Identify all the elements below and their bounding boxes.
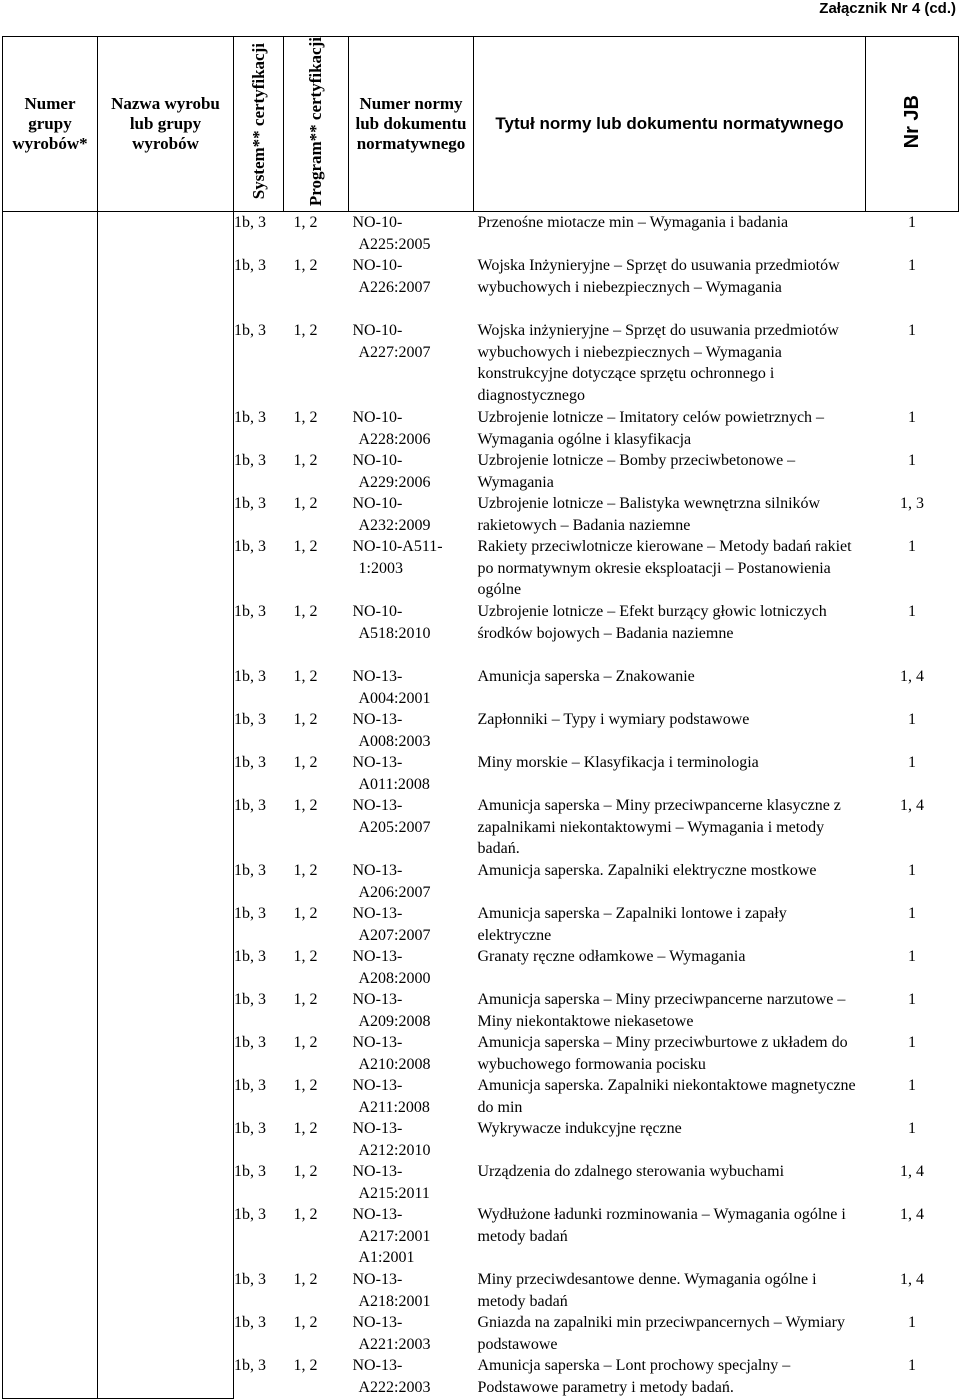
system-cell: 1b, 3: [234, 603, 266, 621]
nr-jb-cell: [866, 666, 959, 709]
nr-jb-value: 1, 4: [900, 797, 924, 815]
norm-number-line1: NO-13-: [352, 1357, 403, 1375]
norm-number-line2: 1:2003: [358, 559, 403, 577]
norm-number-line2: A226:2007: [358, 278, 431, 296]
norm-number-line2: A225:2005: [358, 235, 431, 253]
nr-jb-value: 1: [908, 409, 916, 427]
nr-jb-value: 1: [908, 603, 916, 621]
program-cell: 1, 2: [293, 1357, 318, 1375]
nr-jb-cell: [866, 493, 959, 536]
nr-jb-cell: [866, 450, 959, 493]
system-cell: 1b, 3: [234, 754, 266, 772]
system-cell: 1b, 3: [234, 711, 266, 729]
norm-number-line1: NO-13-: [352, 1120, 403, 1138]
norm-number-line2: A205:2007: [358, 818, 431, 836]
norm-title-cell: Uzbrojenie lotnicze – Efekt burzący głowic lotniczych środków bojowych – Badania naziemne: [477, 603, 827, 642]
norm-number-cell: [349, 1118, 474, 1161]
norm-number-line1: NO-13-: [352, 754, 403, 772]
norm-number-line2: A229:2006: [358, 473, 431, 491]
nr-jb-cell: [866, 407, 959, 450]
program-cell: 1, 2: [293, 538, 318, 556]
nr-jb-cell: [866, 601, 959, 666]
norm-number-line2: A222:2003: [358, 1378, 431, 1396]
norm-title-cell: Uzbrojenie lotnicze – Imitatory celów powietrznych – Wymagania ogólne i klasyfikacja: [477, 409, 825, 448]
system-cell: 1b, 3: [234, 495, 266, 513]
header-system: System** certyfikacji: [234, 37, 284, 212]
group-number-cell: [3, 212, 98, 1399]
nr-jb-value: 1: [908, 948, 916, 966]
norm-number-line2: A209:2008: [358, 1012, 431, 1030]
norm-title-cell: Wykrywacze indukcyjne ręczne: [477, 1120, 682, 1138]
nr-jb-cell: [866, 255, 959, 320]
norm-number-cell: [349, 212, 474, 256]
program-cell: 1, 2: [293, 495, 318, 513]
system-cell: 1b, 3: [234, 538, 266, 556]
program-cell: 1, 2: [293, 257, 318, 275]
nr-jb-value: 1: [908, 1077, 916, 1095]
nr-jb-value: 1: [908, 214, 916, 232]
norm-number-cell: [349, 989, 474, 1032]
norm-number-line1: NO-13-: [352, 1206, 403, 1224]
norm-number-line1: NO-10-: [352, 495, 403, 513]
header-nr-jb: Nr JB: [866, 37, 959, 212]
norm-number-line1: NO-13-: [352, 862, 403, 880]
nr-jb-value: 1: [908, 991, 916, 1009]
norm-title-cell: Wojska inżynieryjne – Sprzęt do usuwania przedmiotów wybuchowych i niebezpiecznych – Wymagania konstrukcyjne dotyczące sprzętu ochronnego i diagnostycznego: [477, 322, 839, 404]
program-cell: 1, 2: [293, 711, 318, 729]
norm-number-line2: A011:2008: [358, 775, 430, 793]
program-cell: 1, 2: [293, 1034, 318, 1052]
norm-title-cell: Miny morskie – Klasyfikacja i terminologia: [477, 754, 759, 772]
program-cell: 1, 2: [293, 1163, 318, 1181]
program-cell: 1, 2: [293, 603, 318, 621]
system-cell: 1b, 3: [234, 1077, 266, 1095]
norm-title-cell: Urządzenia do zdalnego sterowania wybuchami: [477, 1163, 785, 1181]
norm-number-line1: NO-10-: [352, 603, 403, 621]
norm-number-line2: A008:2003: [358, 732, 431, 750]
norm-number-cell: [349, 255, 474, 320]
nr-jb-value: 1: [908, 1357, 916, 1375]
norm-title-cell: Miny przeciwdesantowe denne. Wymagania ogólne i metody badań: [477, 1271, 817, 1310]
norm-title-cell: Amunicja saperska – Lont prochowy specjalny – Podstawowe parametry i metody badań.: [477, 1357, 791, 1396]
norm-number-line2: A218:2001: [358, 1292, 431, 1310]
norm-number-cell: [349, 493, 474, 536]
program-cell: 1, 2: [293, 1271, 318, 1289]
norm-number-cell: [349, 536, 474, 601]
table-body: [3, 212, 959, 1399]
annex-label: Załącznik Nr 4 (cd.): [819, 0, 956, 17]
norm-title-cell: Rakiety przeciwlotnicze kierowane – Metody badań rakiet po normatywnym okresie eksploatacji – Postanowienia ogólne: [477, 538, 852, 599]
norm-title-cell: Amunicja saperska – Miny przeciwpancerne klasyczne z zapalnikami niekontaktowymi – Wymagania i metody badań.: [477, 797, 841, 858]
nr-jb-value: 1, 4: [900, 1206, 924, 1224]
nr-jb-value: 1, 4: [900, 668, 924, 686]
nr-jb-value: 1, 4: [900, 1163, 924, 1181]
nr-jb-value: 1: [908, 1314, 916, 1332]
program-cell: 1, 2: [293, 754, 318, 772]
system-cell: 1b, 3: [234, 1357, 266, 1375]
nr-jb-cell: [866, 320, 959, 407]
system-cell: 1b, 3: [234, 1163, 266, 1181]
system-cell: 1b, 3: [234, 1034, 266, 1052]
norm-number-line1: NO-13-: [352, 668, 403, 686]
system-cell: 1b, 3: [234, 214, 266, 232]
norm-number-cell: [349, 1161, 474, 1204]
norm-title-cell: Uzbrojenie lotnicze – Balistyka wewnętrzna silników rakietowych – Badania naziemne: [477, 495, 821, 534]
norm-number-line1: NO-13-: [352, 797, 403, 815]
norm-number-cell: [349, 903, 474, 946]
header-group-number: Numer grupy wyrobów*: [3, 37, 98, 212]
nr-jb-cell: [866, 1161, 959, 1204]
nr-jb-value: 1: [908, 754, 916, 772]
program-cell: 1, 2: [293, 409, 318, 427]
program-cell: 1, 2: [293, 322, 318, 340]
norm-number-line2: A227:2007: [358, 343, 431, 361]
nr-jb-cell: [866, 212, 959, 256]
norm-number-cell: [349, 1312, 474, 1355]
norm-number-cell: [349, 709, 474, 752]
header-product-name: Nazwa wyrobu lub grupy wyrobów: [98, 37, 234, 212]
norm-number-line2: A206:2007: [358, 883, 431, 901]
system-cell: 1b, 3: [234, 1120, 266, 1138]
nr-jb-value: 1: [908, 1120, 916, 1138]
norm-number-cell: [349, 1032, 474, 1075]
system-cell: 1b, 3: [234, 322, 266, 340]
program-cell: 1, 2: [293, 862, 318, 880]
header-title: Tytuł normy lub dokumentu normatywnego: [474, 37, 866, 212]
nr-jb-cell: [866, 1269, 959, 1312]
norm-number-line2: A518:2010: [358, 624, 431, 642]
norm-title-cell: Przenośne miotacze min – Wymagania i badania: [477, 214, 789, 232]
norm-title-cell: Amunicja saperska – Miny przeciwpancerne narzutowe – Miny niekontaktowe niekasetowe: [477, 991, 846, 1030]
system-cell: 1b, 3: [234, 409, 266, 427]
nr-jb-value: 1: [908, 711, 916, 729]
norm-title-cell: Amunicja saperska – Zapalniki lontowe i zapały elektryczne: [477, 905, 787, 944]
norm-number-line2: A232:2009: [358, 516, 431, 534]
norm-number-line1: NO-10-: [352, 452, 403, 470]
norm-number-line2: A210:2008: [358, 1055, 431, 1073]
nr-jb-value: 1: [908, 1034, 916, 1052]
nr-jb-cell: [866, 536, 959, 601]
nr-jb-cell: [866, 1355, 959, 1398]
system-cell: 1b, 3: [234, 862, 266, 880]
norm-number-cell: [349, 666, 474, 709]
norm-number-line2: A228:2006: [358, 430, 431, 448]
norm-number-cell: [349, 1204, 474, 1269]
program-cell: 1, 2: [293, 948, 318, 966]
program-cell: 1, 2: [293, 905, 318, 923]
system-cell: 1b, 3: [234, 1206, 266, 1224]
norm-number-line1: NO-13-: [352, 711, 403, 729]
norm-number-line1: NO-10-A511-: [352, 538, 443, 556]
system-cell: 1b, 3: [234, 905, 266, 923]
norm-number-line1: NO-10-: [352, 322, 403, 340]
nr-jb-cell: [866, 752, 959, 795]
header-program: Program** certyfikacji: [284, 37, 349, 212]
norm-number-line1: NO-13-: [352, 1271, 403, 1289]
system-cell: 1b, 3: [234, 452, 266, 470]
norm-number-line1: NO-13-: [352, 948, 403, 966]
system-cell: 1b, 3: [234, 668, 266, 686]
system-cell: 1b, 3: [234, 1314, 266, 1332]
nr-jb-cell: [866, 903, 959, 946]
norm-number-line2: A211:2008: [358, 1098, 430, 1116]
norm-number-cell: [349, 860, 474, 903]
norm-title-cell: Amunicja saperska – Miny przeciwburtowe z układem do wybuchowego formowania pocisku: [477, 1034, 848, 1073]
program-cell: 1, 2: [293, 1314, 318, 1332]
norm-number-line1: NO-13-: [352, 1314, 403, 1332]
norm-number-cell: [349, 752, 474, 795]
nr-jb-value: 1: [908, 257, 916, 275]
norm-number-cell: [349, 601, 474, 666]
norm-number-cell: [349, 946, 474, 989]
nr-jb-value: 1, 4: [900, 1271, 924, 1289]
norm-title-cell: Uzbrojenie lotnicze – Bomby przeciwbetonowe – Wymagania: [477, 452, 796, 491]
system-cell: 1b, 3: [234, 948, 266, 966]
norm-number-line1: NO-13-: [352, 991, 403, 1009]
nr-jb-cell: [866, 946, 959, 989]
nr-jb-cell: [866, 989, 959, 1032]
nr-jb-cell: [866, 1032, 959, 1075]
nr-jb-value: 1: [908, 862, 916, 880]
program-cell: 1, 2: [293, 452, 318, 470]
nr-jb-cell: [866, 1075, 959, 1118]
norm-number-cell: [349, 450, 474, 493]
product-name-cell: [98, 212, 234, 1399]
norm-number-cell: [349, 795, 474, 860]
program-cell: 1, 2: [293, 1120, 318, 1138]
norm-number-line2: A215:2011: [358, 1184, 430, 1202]
nr-jb-cell: [866, 795, 959, 860]
norm-title-cell: Gniazda na zapalniki min przeciwpancernych – Wymiary podstawowe: [477, 1314, 845, 1353]
norm-title-cell: Amunicja saperska. Zapalniki niekontaktowe magnetyczne do min: [477, 1077, 856, 1116]
norm-number-line2: A207:2007: [358, 926, 431, 944]
norm-number-cell: [349, 1075, 474, 1118]
norm-title-cell: Zapłonniki – Typy i wymiary podstawowe: [477, 711, 750, 729]
nr-jb-cell: [866, 1118, 959, 1161]
system-cell: 1b, 3: [234, 257, 266, 275]
norm-number-line2: A217:2001 A1:2001: [358, 1227, 431, 1267]
nr-jb-cell: [866, 1312, 959, 1355]
norm-number-line1: NO-13-: [352, 1163, 403, 1181]
norm-number-line1: NO-13-: [352, 1034, 403, 1052]
norm-title-cell: Granaty ręczne odłamkowe – Wymagania: [477, 948, 746, 966]
norm-number-cell: [349, 320, 474, 407]
system-cell: 1b, 3: [234, 1271, 266, 1289]
norm-number-cell: [349, 1269, 474, 1312]
norm-number-cell: [349, 407, 474, 450]
table-header-row: [3, 37, 959, 212]
program-cell: 1, 2: [293, 797, 318, 815]
norm-number-cell: [349, 1355, 474, 1398]
norm-title-cell: Wojska Inżynieryjne – Sprzęt do usuwania przedmiotów wybuchowych i niebezpiecznych – Wymagania: [477, 257, 840, 296]
norm-number-line2: A004:2001: [358, 689, 431, 707]
norm-number-line1: NO-10-: [352, 214, 403, 232]
nr-jb-value: 1, 3: [900, 495, 924, 513]
standards-table: [2, 36, 959, 1399]
norm-title-cell: Amunicja saperska – Znakowanie: [477, 668, 695, 686]
nr-jb-value: 1: [908, 905, 916, 923]
table-row: [3, 212, 959, 256]
header-norm-number: Numer normy lub dokumentu normatywnego: [349, 37, 474, 212]
norm-title-cell: Amunicja saperska. Zapalniki elektryczne mostkowe: [477, 862, 817, 880]
nr-jb-cell: [866, 860, 959, 903]
nr-jb-cell: [866, 709, 959, 752]
norm-number-line2: A212:2010: [358, 1141, 431, 1159]
nr-jb-value: 1: [908, 322, 916, 340]
norm-title-cell: Wydłużone ładunki rozminowania – Wymagania ogólne i metody badań: [477, 1206, 846, 1245]
program-cell: 1, 2: [293, 214, 318, 232]
norm-number-line1: NO-10-: [352, 409, 403, 427]
nr-jb-value: 1: [908, 538, 916, 556]
nr-jb-cell: [866, 1204, 959, 1269]
program-cell: 1, 2: [293, 1077, 318, 1095]
norm-number-line2: A208:2000: [358, 969, 431, 987]
norm-number-line2: A221:2003: [358, 1335, 431, 1353]
system-cell: 1b, 3: [234, 991, 266, 1009]
system-cell: 1b, 3: [234, 797, 266, 815]
norm-number-line1: NO-10-: [352, 257, 403, 275]
program-cell: 1, 2: [293, 668, 318, 686]
norm-number-line1: NO-13-: [352, 1077, 403, 1095]
program-cell: 1, 2: [293, 991, 318, 1009]
norm-number-line1: NO-13-: [352, 905, 403, 923]
program-cell: 1, 2: [293, 1206, 318, 1224]
nr-jb-value: 1: [908, 452, 916, 470]
